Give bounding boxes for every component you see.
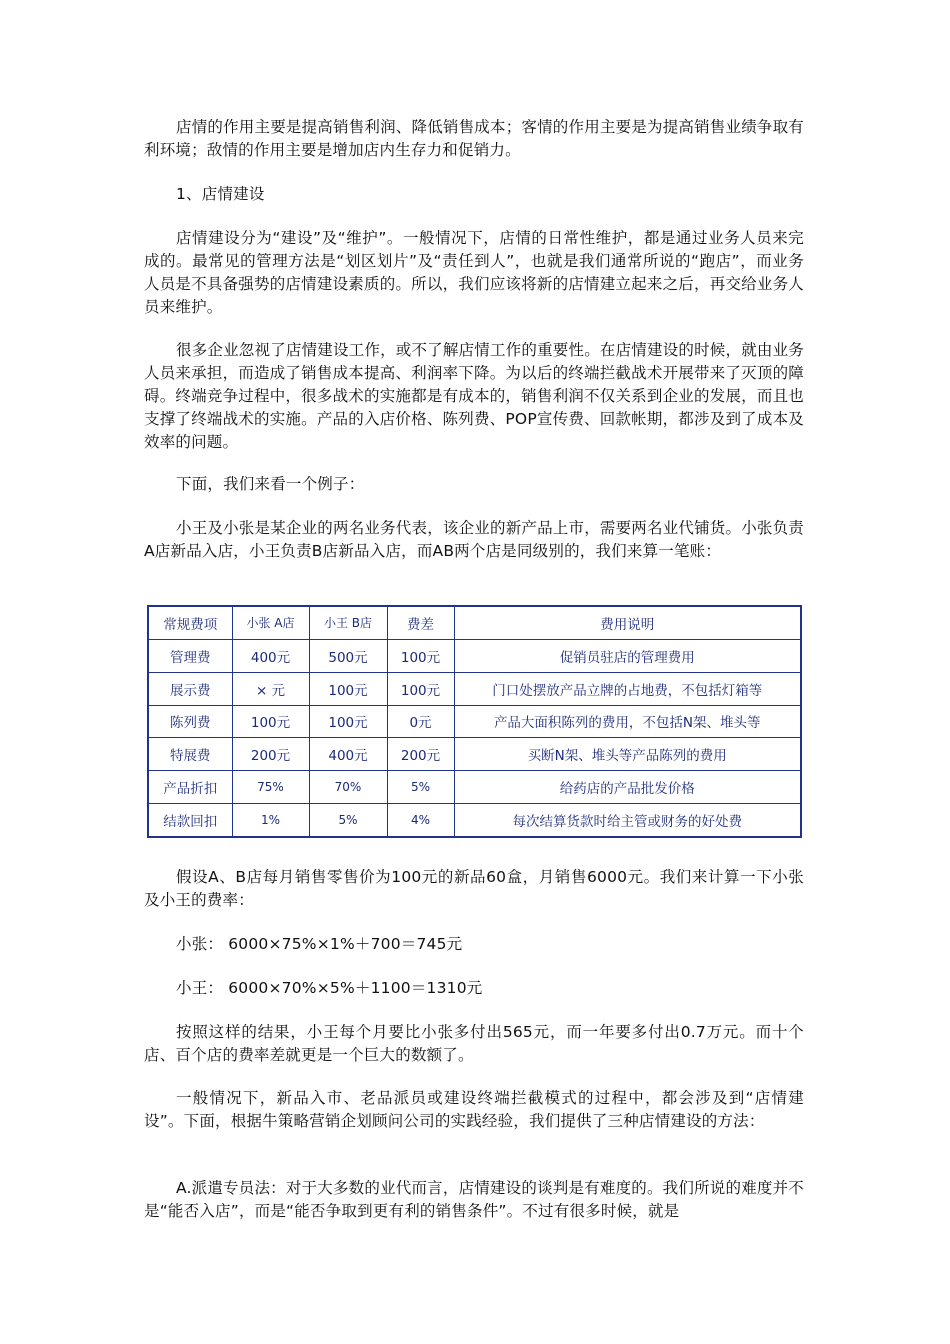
fee-desc: 门口处摆放产品立牌的占地费，不包括灯箱等	[454, 672, 801, 705]
table-row	[148, 804, 801, 837]
fee-item: 产品折扣	[148, 771, 232, 804]
fee-diff: 0元	[387, 705, 454, 738]
formula-wang: 小王： 6000×70%×5%＋1100＝1310元	[176, 979, 483, 997]
fee-b: 100元	[309, 672, 387, 705]
fee-comparison-table	[147, 605, 802, 838]
fee-b: 500元	[309, 639, 387, 672]
header-cell: 费差	[387, 606, 454, 639]
fee-b: 400元	[309, 738, 387, 771]
result-paragraph: 按照这样的结果，小王每个月要比小张多付出565元，而一年要多付出0.7万元。而十个店、百个店的费率差就更是一个巨大的数额了。	[144, 1023, 804, 1064]
header-cell: 费用说明	[454, 606, 801, 639]
method-a-paragraph: A.派遣专员法：对于大多数的业代而言，店情建设的谈判是有难度的。我们所说的难度并不是“能否入店”，而是“能否争取到更有利的销售条件”。不过有很多时候，就是	[144, 1179, 804, 1220]
fee-diff: 100元	[387, 639, 454, 672]
fee-desc: 促销员驻店的管理费用	[454, 639, 801, 672]
fee-desc: 买断N架、堆头等产品陈列的费用	[454, 738, 801, 771]
table-row	[148, 672, 801, 705]
fee-diff: 200元	[387, 738, 454, 771]
fee-a: × 元	[232, 672, 309, 705]
fee-item: 展示费	[148, 672, 232, 705]
fee-b: 70%	[309, 771, 387, 804]
fee-item: 特展费	[148, 738, 232, 771]
formula-zhang: 小张： 6000×75%×1%＋700＝745元	[176, 935, 463, 953]
fee-a: 200元	[232, 738, 309, 771]
fee-a: 100元	[232, 705, 309, 738]
store-building-paragraph: 店情建设分为“建设”及“维护”。一般情况下，店情的日常性维护，都是通过业务人员来完成的。最常见的管理方法是“划区划片”及“责任到人”，也就是我们通常所说的“跑店”，而业务人员是不具备强势的店情建设素质的。所以，我们应该将新的店情建立起来之后，再交给业务人员来维护。	[144, 229, 804, 316]
header-cell: 小王 B店	[309, 606, 387, 639]
header-cell: 小张 A店	[232, 606, 309, 639]
fee-a: 1%	[232, 804, 309, 837]
table-row	[148, 771, 801, 804]
header-cell: 常规费项	[148, 606, 232, 639]
fee-diff: 4%	[387, 804, 454, 837]
methods-paragraph: 一般情况下，新品入市、老品派员或建设终端拦截模式的过程中，都会涉及到“店情建设”。下面，根据牛策略营销企划顾问公司的实践经验，我们提供了三种店情建设的方法：	[144, 1089, 804, 1130]
fee-item: 陈列费	[148, 705, 232, 738]
fee-desc: 给药店的产品批发价格	[454, 771, 801, 804]
fee-desc: 产品大面积陈列的费用，不包括N架、堆头等	[454, 705, 801, 738]
table-row	[148, 639, 801, 672]
fee-a: 400元	[232, 639, 309, 672]
fee-diff: 5%	[387, 771, 454, 804]
intro-paragraph: 店情的作用主要是提高销售利润、降低销售成本；客情的作用主要是为提高销售业绩争取有利环境；敌情的作用主要是增加店内生存力和促销力。	[144, 118, 805, 159]
fee-item: 管理费	[148, 639, 232, 672]
fee-desc: 每次结算货款时给主管或财务的好处费	[454, 804, 801, 837]
table-row	[148, 738, 801, 771]
example-paragraph: 小王及小张是某企业的两名业务代表，该企业的新产品上市，需要两名业代铺货。小张负责A店新品入店，小王负责B店新品入店，而AB两个店是同级别的，我们来算一笔账：	[144, 519, 805, 560]
example-intro: 下面，我们来看一个例子：	[176, 475, 365, 493]
cost-paragraph: 很多企业忽视了店情建设工作，或不了解店情工作的重要性。在店情建设的时候，就由业务人员来承担，而造成了销售成本提高、利润率下降。为以后的终端拦截战术开展带来了灭顶的障碍。终端竞争过程中，很多战术的实施都是有成本的，销售利润不仅关系到企业的发展，而且也支撑了终端战术的实施。产品的入店价格、陈列费、POP宣传费、回款帐期，都涉及到了成本及效率的问题。	[144, 341, 805, 451]
fee-a: 75%	[232, 771, 309, 804]
fee-b: 5%	[309, 804, 387, 837]
assumption-paragraph: 假设A、B店每月销售零售价为100元的新品60盒，月销售6000元。我们来计算一下小张及小王的费率：	[144, 868, 804, 909]
section-heading: 1、店情建设	[176, 185, 265, 203]
fee-diff: 100元	[387, 672, 454, 705]
fee-b: 100元	[309, 705, 387, 738]
table-header-row	[148, 606, 801, 639]
table-row	[148, 705, 801, 738]
fee-item: 结款回扣	[148, 804, 232, 837]
